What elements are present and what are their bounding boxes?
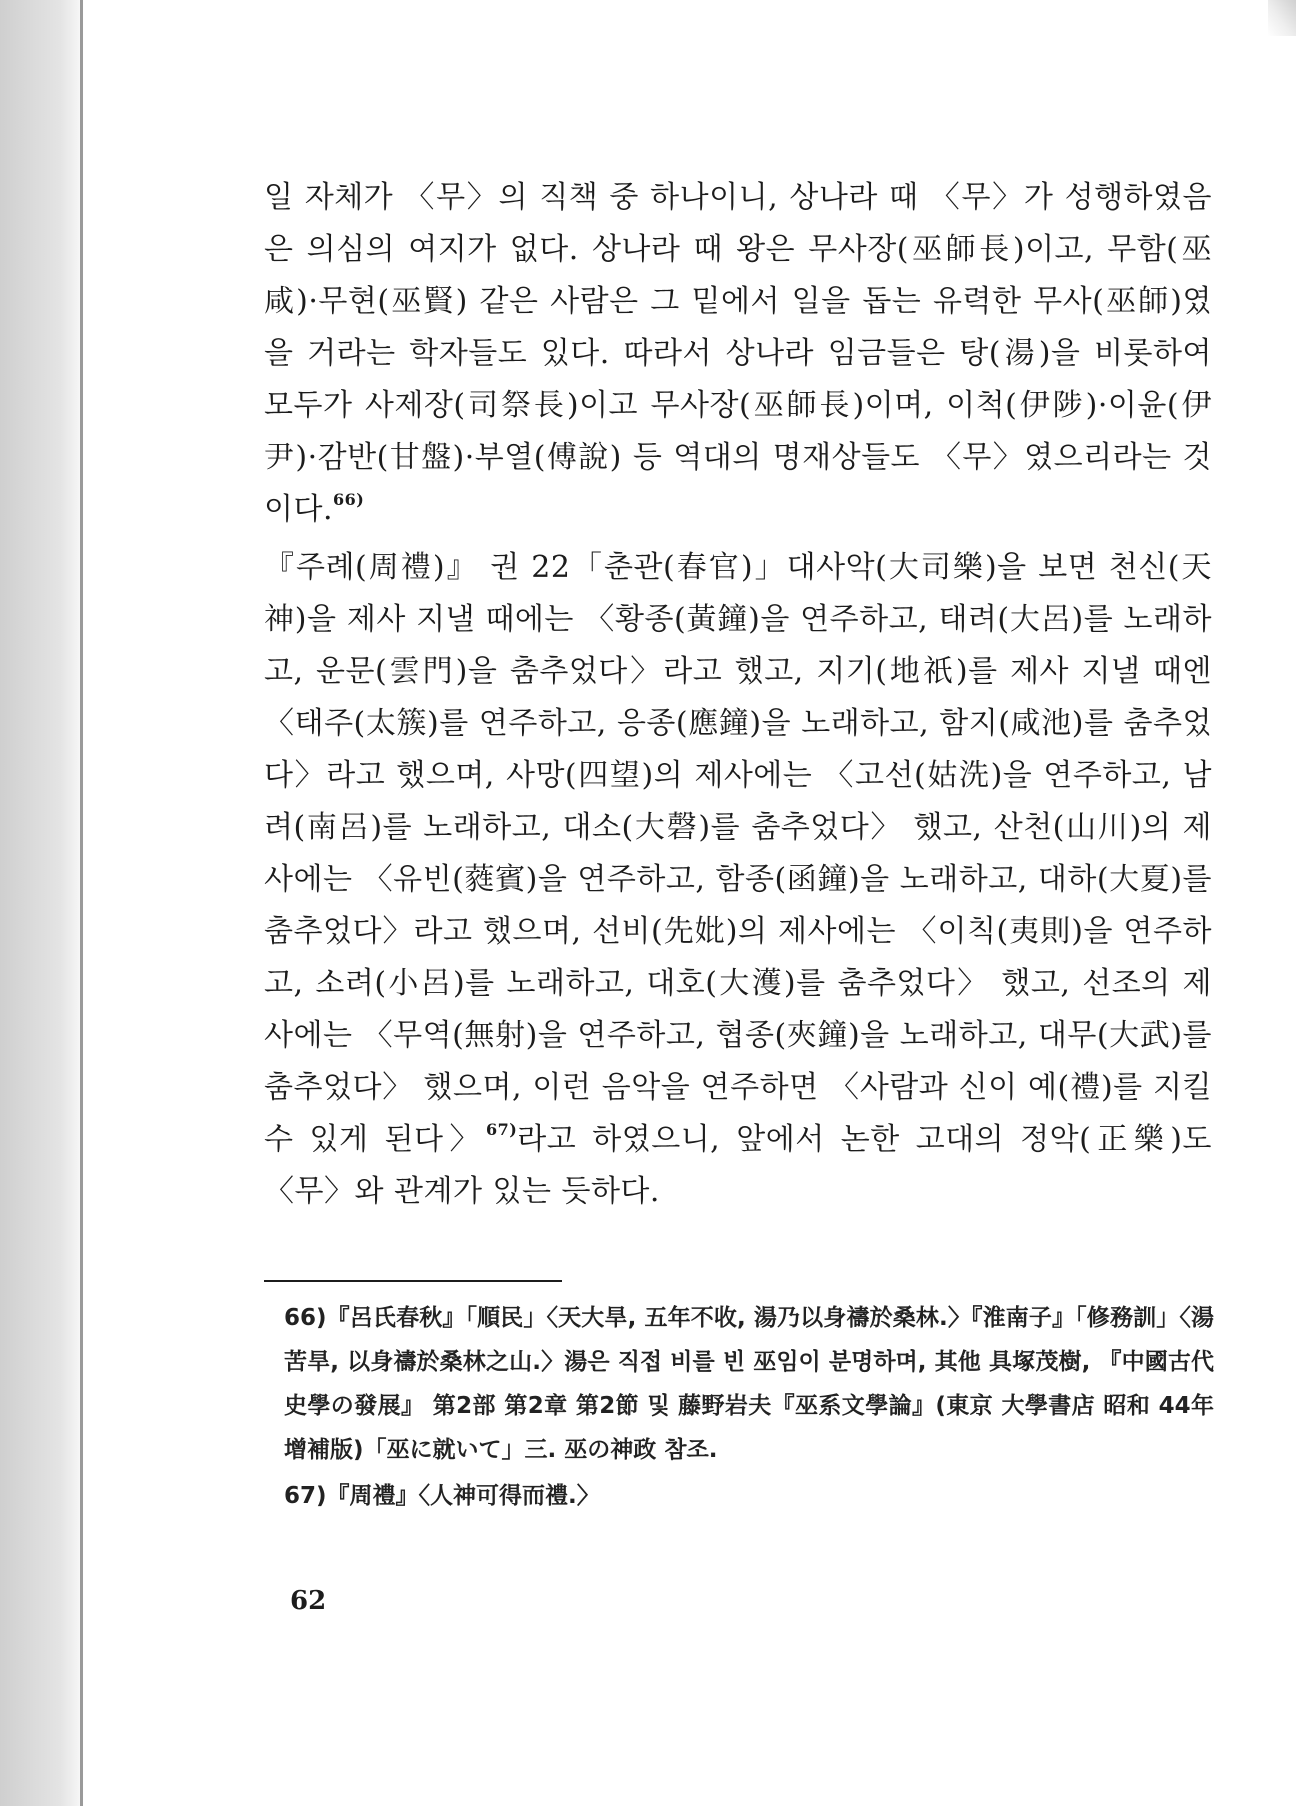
footnotes xyxy=(284,1296,1214,1520)
book-page xyxy=(84,0,1296,1806)
main-text xyxy=(264,172,1212,1218)
paragraph-1-text: 일 자체가 〈무〉의 직책 중 하나이니, 상나라 때 〈무〉가 성행하였음은 의심의 여지가 없다. 상나라 때 왕은 무사장(巫師長)이고, 무함(巫咸)·무현(巫賢) 같은 사람은 그 밑에서 일을 돕는 유력한 무사(巫師)였을 거라는 학자들도 있다. 따라서 상나라 임금들은 탕(湯)을 비롯하여 모두가 사제장(司祭長)이고 무사장(巫師長)이며, 이척(伊陟)·이윤(伊尹)·감반(甘盤)·부열(傅說) 등 역대의 명재상들도 〈무〉였으리라는 것이다. xyxy=(264,180,1212,527)
page-number: 62 xyxy=(290,1586,327,1616)
page-edge-shadow xyxy=(0,0,84,1806)
page-edge-line xyxy=(80,0,83,1806)
footnote-66: 66)『呂氏春秋』「順民」〈天大旱, 五年不收, 湯乃以身禱於桑林.〉『淮南子』「修務訓」〈湯苦旱, 以身禱於桑林之山.〉湯은 직접 비를 빈 巫임이 분명하며, 其他 具塚茂樹, 『中國古代史學の發展』 第2部 第2章 第2節 및 藤野岩夫『巫系文學論』(東京 大學書店 昭和 44年 增補版)「巫に就いて」三. 巫の神政 참조. xyxy=(284,1305,1214,1463)
paragraph-2-text-a: 『주례(周禮)』 권 22「춘관(春官)」대사악(大司樂)을 보면 천신(天神)을 제사 지낼 때에는 〈황종(黃鐘)을 연주하고, 태려(大呂)를 노래하고, 운문(雲門)을 춤추었다〉라고 했고, 지기(地祇)를 제사 지낼 때엔 〈태주(太簇)를 연주하고, 응종(應鐘)을 노래하고, 함지(咸池)를 춤추었다〉라고 했으며, 사망(四望)의 제사에는 〈고선(姑洗)을 연주하고, 남려(南呂)를 노래하고, 대소(大磬)를 춤추었다〉 했고, 산천(山川)의 제사에는 〈유빈(蕤賓)을 연주하고, 함종(函鐘)을 노래하고, 대하(大夏)를 춤추었다〉라고 했으며, 선비(先妣)의 제사에는 〈이칙(夷則)을 연주하고, 소려(小呂)를 노래하고, 대호(大濩)를 춤추었다〉 했고, 선조의 제사에는 〈무역(無射)을 연주하고, 협종(夾鐘)을 노래하고, 대무(大武)를 춤추었다〉 했으며, 이런 음악을 연주하면 〈사람과 신이 예(禮)를 지킬 수 있게 된다〉 xyxy=(264,550,1212,1157)
paragraph-1 xyxy=(264,172,1212,536)
paragraph-2 xyxy=(264,542,1212,1218)
footnote-67: 67)『周禮』〈人神可得而禮.〉 xyxy=(284,1483,600,1509)
paragraph-2-text-b: 라고 하였으니, 앞에서 논한 고대의 정악(正樂)도 〈무〉와 관계가 있는 듯하다. xyxy=(264,1122,1212,1209)
footnote-ref-67[interactable]: 67) xyxy=(485,1120,518,1139)
footnote-divider xyxy=(264,1280,562,1282)
footnote-ref-66[interactable]: 66) xyxy=(333,490,365,509)
